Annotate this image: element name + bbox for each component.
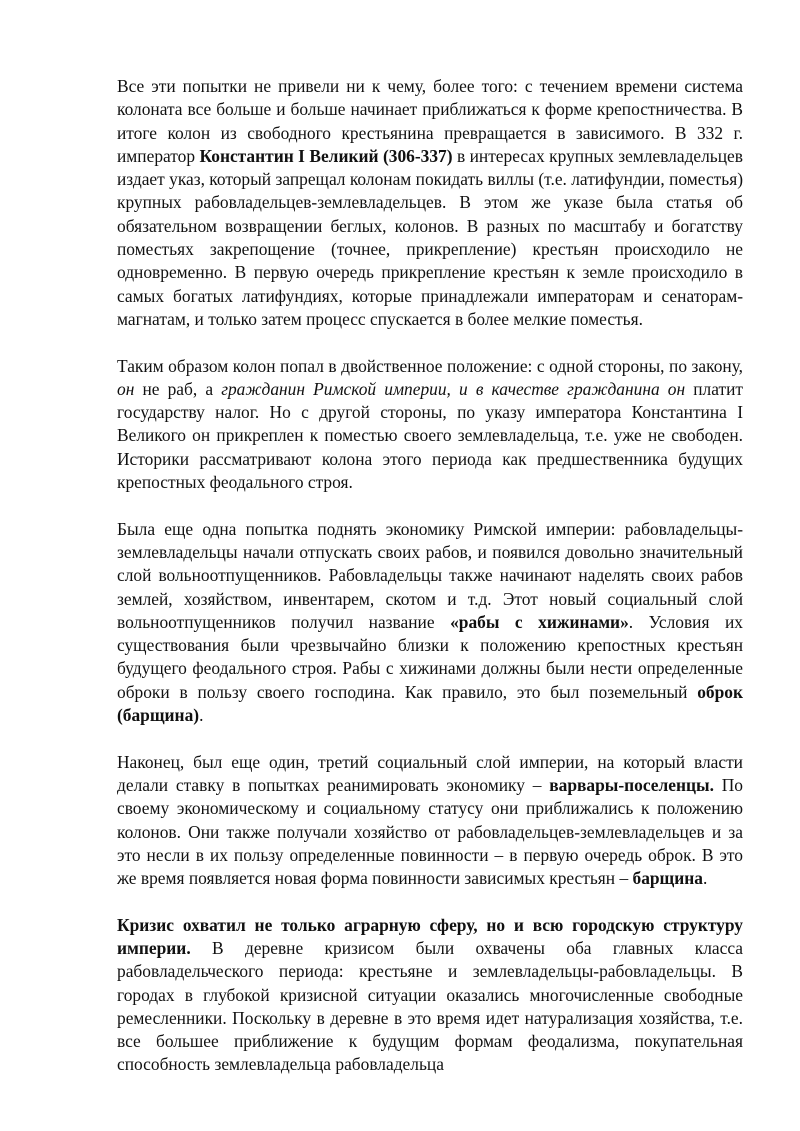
italic-text-run: он: [117, 378, 135, 399]
text-run: Все эти попытки не привели ни к чему, более того: с течением времени система колоната все больше и больше начинает приближаться к форме крепостничества. В итоге колон из свободного крестьянина превращается в зависимого. В 332 г. император: [117, 76, 743, 166]
text-run: .: [702, 868, 708, 889]
text-run: платит государству налог. Но с другой стороны, по указу императора Константина I Великого он прикреплен к поместью своего землевладельца, т.е. уже не свободен. Историки рассматривают колона этого периода как предшественника будущих крепостных феодального строя.: [117, 378, 743, 493]
text-run: Была еще одна попытка поднять экономику Римской империи: рабовладельцы-землевладельцы начали отпускать своих рабов, и появился довольно значительный слой вольноотпущенников. Рабовладельцы также начинают наделять своих рабов землей, хозяйством, инвентарем, скотом и т.д. Этот новый социальный слой вольноотпущенников получил название: [117, 518, 743, 632]
text-run: не раб, а: [134, 378, 222, 399]
italic-text-run: гражданин Римской империи, и в качестве гражданина он: [221, 378, 686, 399]
text-run: По своему экономическому и социальному статусу они приближались к положению колонов. Они также получали хозяйство от рабовладельцев-землевладельцев и за это несли в их пользу определенные повинности – в первую очередь оброк. В это же время появляется новая форма повинности зависимых крестьян –: [117, 774, 743, 889]
paragraph-barbarian-settlers: [117, 751, 743, 891]
text-run: .: [199, 705, 204, 726]
paragraph-colon-dual-status: [117, 355, 743, 495]
urban-crisis-lead: Кризис охватил не только аграрную сферу, но и всю городскую структуру империи.: [117, 914, 743, 958]
text-run: Наконец, был еще один, третий социальный слой империи, на который власти делали ставку в попытках реанимировать экономику –: [117, 751, 743, 795]
text-run: . Условия их существования были чрезвычайно близки к положению крепостных крестьян будущего феодального строя. Рабы с хижинами должны были нести определенные оброки в пользу своего господина. Как правило, это был поземельный: [117, 611, 743, 702]
term-slaves-with-huts: «рабы с хижинами»: [450, 611, 629, 632]
term-barshchina: барщина: [632, 868, 703, 889]
text-run: Таким образом колон попал в двойственное положение: с одной стороны, по закону,: [117, 355, 743, 376]
paragraph-freedmen: [117, 518, 743, 728]
term-barbarian-settlers: варвары-поселенцы.: [549, 774, 714, 795]
term-obrok: оброк (барщина): [117, 681, 743, 726]
text-run: в интересах крупных землевладельцев издает указ, который запрещал колонам покидать виллы (т.е. латифундии, поместья) крупных рабовладельцев-землевладельцев. В этом же указе была статья об обязательном возвращении беглых, колонов. В разных по масштабу и богатству поместьях закрепощение (точнее, прикрепление) крестьян происходило не одновременно. В первую очередь прикрепление крестьян к земле происходило в самых богатых латифундиях, которые принадлежали императорам и сенаторам-магнатам, и только затем процесс спускается в более мелкие поместья.: [117, 145, 743, 329]
emperor-constantine-name: Константин I Великий (306-337): [199, 145, 453, 166]
paragraph-colonate-serfdom: [117, 75, 743, 331]
document-page: [117, 75, 743, 1077]
text-run: В деревне кризисом были охвачены оба главных класса рабовладельческого периода: крестьяне и землевладельцы-рабовладельцы. В городах в глубокой кризисной ситуации оказались многочисленные свободные ремесленники. Поскольку в деревне в это время идет натурализация хозяйства, т.е. все большее приближение к будущим формам феодализма, покупательная способность землевладельца рабовладельца: [117, 937, 743, 1075]
paragraph-urban-crisis: [117, 914, 743, 1077]
